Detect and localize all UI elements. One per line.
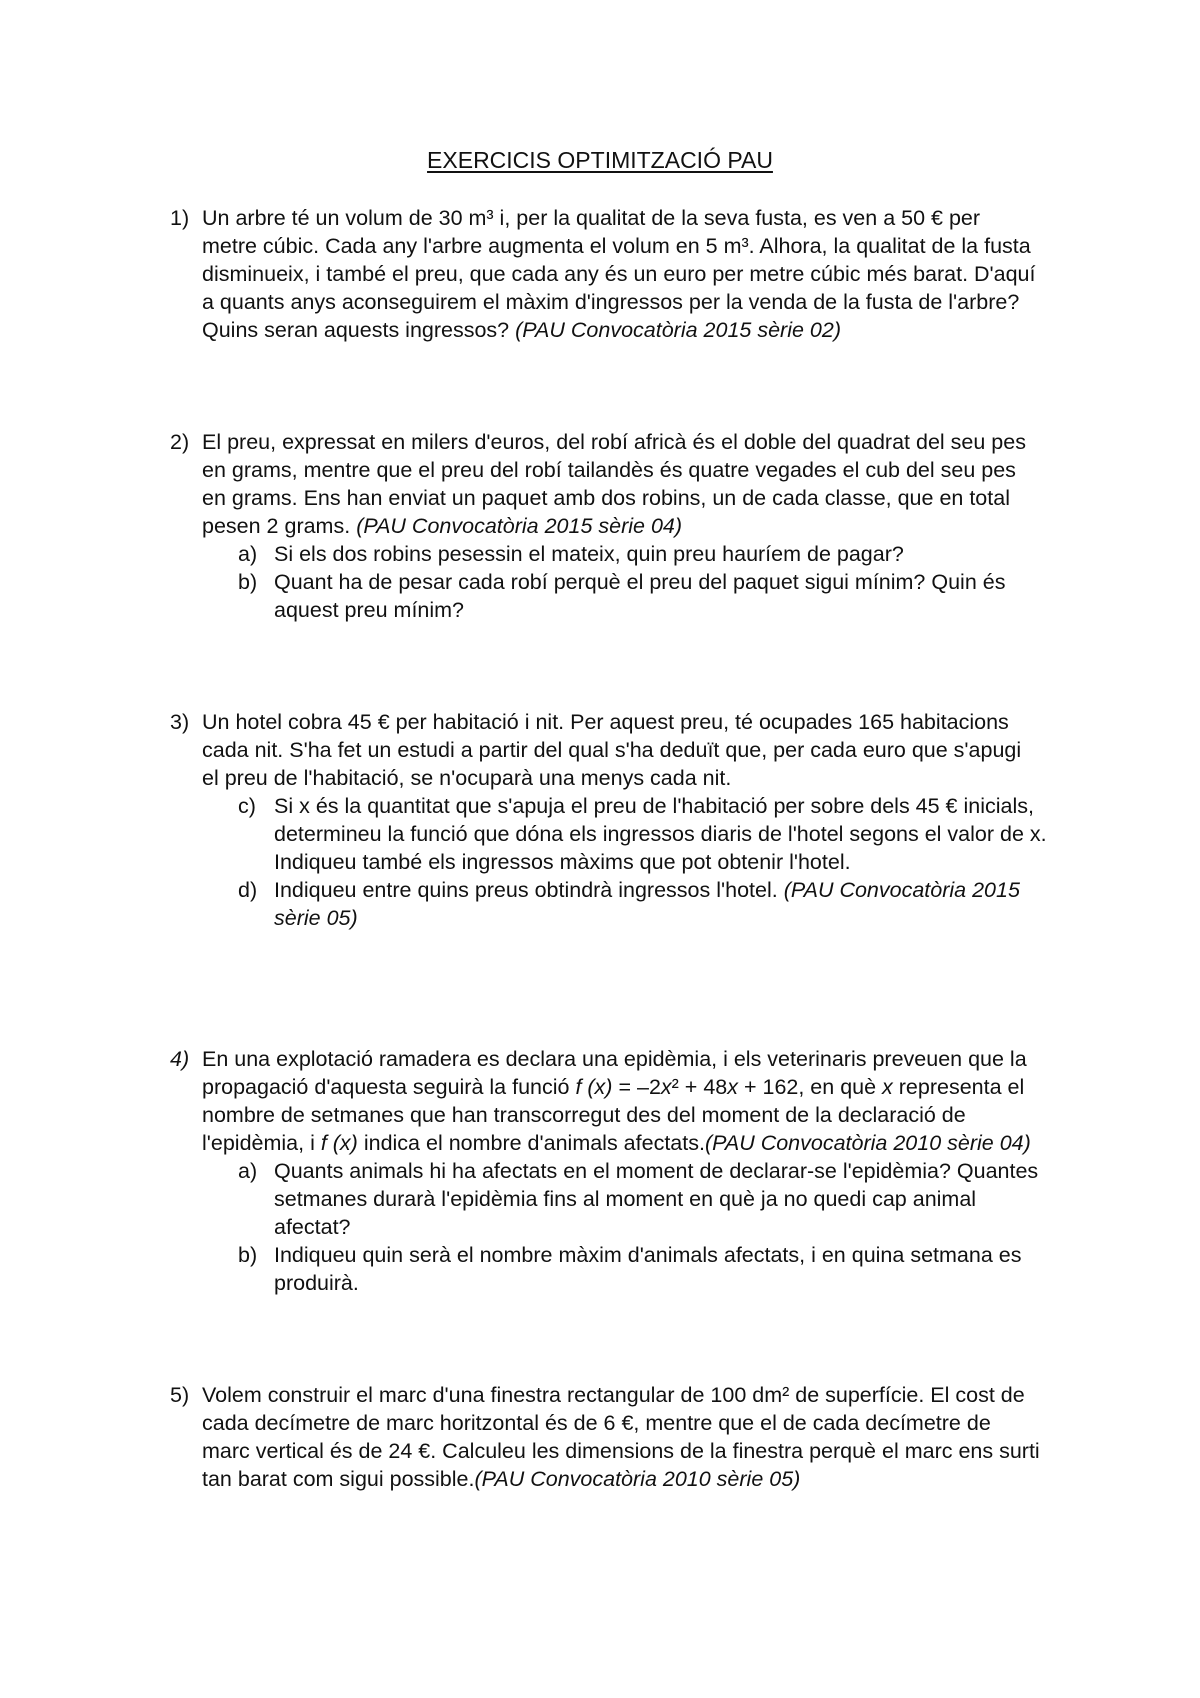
function-symbol: f (x) [320,1131,358,1155]
sub-question-text: Quants animals hi ha afectats en el moment de declarar-se l'epidèmia? Quantes setmanes durarà l'epidèmia fins al moment en què ja no quedi cap animal afectat? [274,1159,1039,1239]
sub-question-a [238,1157,1052,1241]
sub-question-label: c) [238,794,256,818]
exercise-2 [170,428,1040,624]
sub-question-text: Si x és la quantitat que s'apuja el preu de l'habitació per sobre dels 45 € inicials, determineu la funció que dóna els ingressos diaris de l'hotel segons el valor de x. Indiqueu també els ingressos màxims que pot obtenir l'hotel. [274,794,1047,874]
exercise-number: 1) [170,206,190,230]
exercise-text: Volem construir el marc d'una finestra rectangular de 100 dm² de superfície. El cost de cada decímetre de marc horitzontal és de 6 €, mentre que el de cada decímetre de marc vertical és de 24 €. Calculeu les dimensions de la finestra perquè el marc ens surti tan barat com sigui possible.(PAU Convocatòria 2010 sèrie 05) [202,1383,1040,1491]
sub-question-a [238,540,1052,568]
exercise-4 [170,1045,1040,1297]
exercise-text: En una explotació ramadera es declara una epidèmia, i els veterinaris preveuen que la propagació d'aquesta seguirà la funció f (x) = –2x² + 48x + 162, en què x representa el nombre de setmanes que han transcorregut des del moment de la declaració de l'epidèmia, i f (x) indica el nombre d'animals afectats.(PAU Convocatòria 2010 sèrie 04) [202,1047,1031,1155]
exercise-source: (PAU Convocatòria 2015 sèrie 02) [515,318,841,342]
exercise-3 [170,708,1047,932]
exercise-number: 2) [170,430,190,454]
sub-question-label: a) [238,542,258,566]
exercise-number: 3) [170,710,190,734]
exercise-text: Un hotel cobra 45 € per habitació i nit. Per aquest preu, té ocupades 165 habitacions cada nit. S'ha fet un estudi a partir del qual s'ha deduït que, per cada euro que s'apugi el preu de l'habitació, se n'ocuparà una menys cada nit. [202,710,1022,790]
exercise-text: El preu, expressat en milers d'euros, del robí africà és el doble del quadrat del seu pes en grams, mentre que el preu del robí tailandès és quatre vegades el cub del seu pes en grams. Ens han enviat un paquet amb dos robins, un de cada classe, que en total pesen 2 grams. (PAU Convocatòria 2015 sèrie 04) [202,430,1026,538]
exercise-1 [170,204,1040,344]
sub-question-d [238,876,1052,932]
sub-question-b [238,1241,1052,1297]
sub-question-text: Si els dos robins pesessin el mateix, quin preu hauríem de pagar? [274,542,904,566]
exercise-5 [170,1381,1040,1493]
sub-question-label: b) [238,570,258,594]
exercise-source: (PAU Convocatòria 2010 sèrie 05) [474,1467,801,1491]
variable-x: x [660,1075,672,1099]
sub-question-text: Quant ha de pesar cada robí perquè el preu del paquet sigui mínim? Quin és aquest preu mínim? [274,570,1006,622]
sub-question-c [238,792,1052,876]
exercise-source: (PAU Convocatòria 2015 sèrie 05) [274,878,1020,930]
page-title: EXERCICIS OPTIMITZACIÓ PAU [427,147,773,173]
variable-x: x [727,1075,738,1099]
exercise-number: 4) [170,1047,190,1071]
sub-question-label: b) [238,1243,258,1267]
variable-x: x [882,1075,893,1099]
sub-question-text: Indiqueu entre quins preus obtindrà ingressos l'hotel. [274,878,778,902]
exercise-source: (PAU Convocatòria 2015 sèrie 04) [356,514,683,538]
sub-question-b [238,568,1052,624]
sub-question-text: Indiqueu quin serà el nombre màxim d'animals afectats, i en quina setmana es produirà. [274,1243,1022,1295]
function-symbol: f (x) [575,1075,613,1099]
exercise-source: (PAU Convocatòria 2010 sèrie 04) [704,1131,1031,1155]
sub-question-label: d) [238,878,258,902]
exercise-number: 5) [170,1383,190,1407]
sub-question-label: a) [238,1159,258,1183]
exercise-text: Un arbre té un volum de 30 m³ i, per la qualitat de la seva fusta, es ven a 50 € per metre cúbic. Cada any l'arbre augmenta el volum en 5 m³. Alhora, la qualitat de la fusta disminueix, i també el preu, que cada any és un euro per metre cúbic més barat. D'aquí a quants anys aconseguirem el màxim d'ingressos per la venda de la fusta de l'arbre? Quins seran aquests ingressos? (PAU Convocatòria 2015 sèrie 02) [202,206,1036,342]
